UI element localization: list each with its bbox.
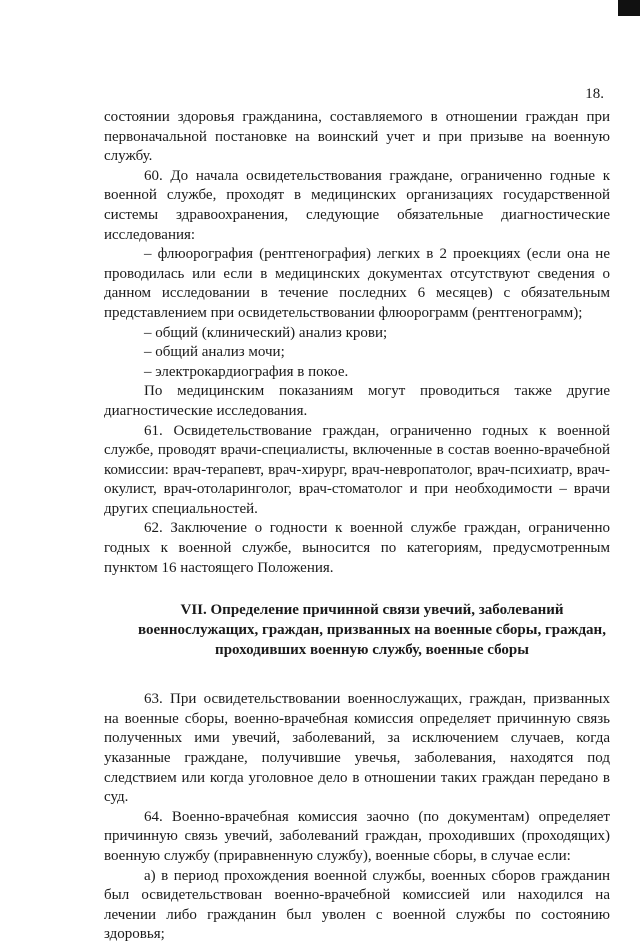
paragraph-63: 63. При освидетельствовании военнослужащих, граждан, призванных на военные сборы, военно-врачебная комиссия определяет причинную связь полученных ими увечий, заболеваний, за исключением случаев, когда указанные граждане, получившие увечья, заболевания, находятся под следствием или когда уголовное дело в отношении таких граждан передано в суд. [104, 691, 610, 806]
list-item-blood-test: – общий (клинический) анализ крови; [144, 324, 388, 341]
list-item-fluorography: – флюорография (рентгенография) легких в 2 проекциях (если она не проводилась или если в медицинских документах отсутствуют сведения о данном исследовании в течение последних 6 месяцев) с обязательным представлением при освидетельствовании флюорограмм (рентгенограмм); [104, 246, 610, 321]
scan-corner-mark [618, 0, 640, 16]
paragraph-64: 64. Военно-врачебная комиссия заочно (по документам) определяет причинную связь увечий, заболеваний граждан, проходивших (проходящих) военную службу (приравненную службу), военные сборы, в случае если: [104, 808, 610, 864]
list-item-urine-test: – общий анализ мочи; [144, 344, 285, 361]
paragraph-61: 61. Освидетельствование граждан, ограниченно годных к военной службе, проводят врачи-специалисты, включенные в состав военно-врачебной комиссии: врач-терапевт, врач-хирург, врач-невропатолог, врач-психиатр, врач-окулист, врач-отоларинголог, врач-стоматолог и при необходимости – врачи других специальностей. [104, 422, 610, 517]
paragraph-additional-tests: По медицинским показаниям могут проводиться также другие диагностические исследования. [104, 383, 610, 419]
paragraph-60: 60. До начала освидетельствования граждане, ограниченно годные к военной службе, проходят в медицинских организациях государственной системы здравоохранения, следующие обязательные диагностические исследования: [104, 167, 610, 243]
paragraph-continuation: состоянии здоровья гражданина, составляемого в отношении граждан при первоначальной постановке на воинский учет и при призыве на военную службу. [104, 109, 610, 165]
list-item-ecg: – электрокардиография в покое. [144, 363, 349, 380]
paragraph-62: 62. Заключение о годности к военной службе граждан, ограниченно годных к военной службе, выносится по категориям, предусмотренным пунктом 16 настоящего Положения. [104, 520, 610, 576]
section-heading: VII. Определение причинной связи увечий, заболеваний военнослужащих, граждан, призванных на военные сборы, граждан, проходивших военную службу, военные сборы [138, 602, 606, 659]
document-body [104, 108, 610, 945]
page-number: 18. [585, 86, 604, 102]
paragraph-64-a: а) в период прохождения военной службы, военных сборов гражданин был освидетельствован военно-врачебной комиссией или находился на лечении либо гражданин был уволен с военной службы по состоянию здоровья; [104, 867, 610, 943]
